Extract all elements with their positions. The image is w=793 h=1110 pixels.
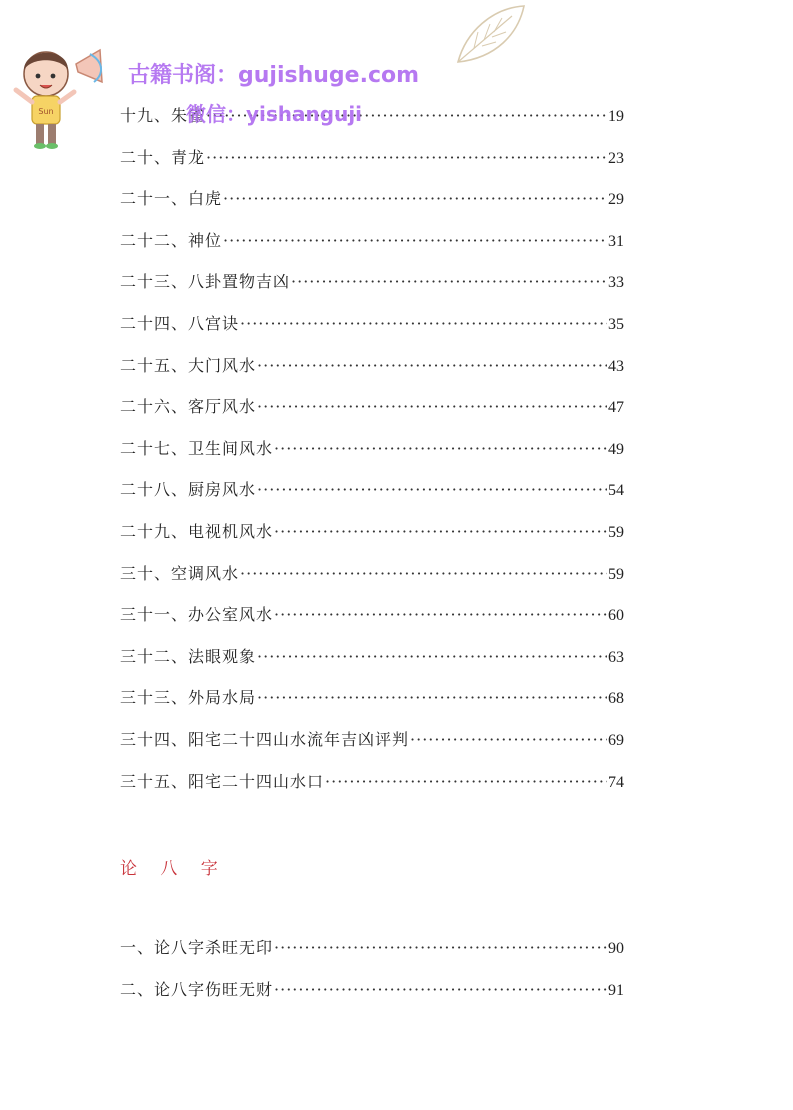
toc-leader-dots bbox=[274, 936, 607, 960]
toc-entry-page: 33 bbox=[608, 274, 624, 292]
toc-leader-dots bbox=[325, 770, 607, 794]
toc-entry[interactable] bbox=[120, 686, 624, 728]
toc-leader-dots bbox=[257, 686, 607, 710]
watermark-wechat-text: 微信：yishanguji bbox=[186, 102, 363, 126]
toc-entry[interactable] bbox=[120, 562, 624, 604]
toc-entry-page: 29 bbox=[608, 191, 624, 209]
toc-entry[interactable] bbox=[120, 146, 624, 188]
toc-leader-dots bbox=[291, 270, 607, 294]
toc-leader-dots bbox=[257, 478, 607, 502]
toc-leader-dots bbox=[274, 978, 607, 1002]
toc-list-part1 bbox=[120, 104, 624, 811]
toc-entry[interactable] bbox=[120, 229, 624, 271]
toc-entry[interactable] bbox=[120, 770, 624, 812]
toc-leader-dots bbox=[257, 354, 607, 378]
toc-entry-title: 三十二、法眼观象 bbox=[120, 646, 257, 666]
toc-entry[interactable] bbox=[120, 270, 624, 312]
mascot-icon bbox=[6, 38, 106, 150]
toc-entry[interactable] bbox=[120, 603, 624, 645]
toc-entry-page: 19 bbox=[608, 108, 624, 125]
toc-list-part2 bbox=[120, 936, 624, 1019]
toc-entry-title: 二十、青龙 bbox=[120, 147, 206, 167]
toc-entry-title: 一、论八字杀旺无印 bbox=[120, 938, 274, 957]
toc-entry-page: 90 bbox=[608, 940, 624, 957]
mascot-shirt-text: Sun bbox=[38, 107, 54, 116]
toc-entry-page: 31 bbox=[608, 232, 624, 250]
toc-entry-title: 三十五、阳宅二十四山水口 bbox=[120, 771, 325, 791]
toc-entry-page: 59 bbox=[608, 565, 624, 583]
toc-entry-page: 47 bbox=[608, 399, 624, 417]
toc-leader-dots bbox=[274, 603, 607, 627]
toc-entry-title: 二十六、客厅风水 bbox=[120, 397, 257, 417]
toc-leader-dots bbox=[257, 395, 607, 419]
toc-entry-page: 63 bbox=[608, 648, 624, 666]
toc-entry-title: 二十七、卫生间风水 bbox=[120, 438, 274, 458]
toc-entry-title: 三十三、外局水局 bbox=[120, 688, 257, 708]
section-heading: 论 八 字 bbox=[120, 859, 227, 879]
toc-entry-title: 二十二、神位 bbox=[120, 230, 223, 250]
watermark-site-text: 古籍书阁：gujishuge.com bbox=[128, 63, 420, 88]
toc-entry[interactable] bbox=[120, 936, 624, 978]
toc-entry-title: 三十一、办公室风水 bbox=[120, 605, 274, 625]
toc-entry-title: 二十四、八宫诀 bbox=[120, 313, 240, 333]
toc-entry[interactable] bbox=[120, 728, 624, 770]
toc-entry-title: 二十三、八卦置物吉凶 bbox=[120, 272, 291, 292]
toc-leader-dots bbox=[223, 229, 607, 253]
toc-entry-page: 69 bbox=[608, 731, 624, 749]
toc-leader-dots bbox=[223, 187, 607, 211]
toc-entry-title: 二、论八字伤旺无财 bbox=[120, 979, 274, 999]
toc-entry[interactable] bbox=[120, 354, 624, 396]
leaf-icon bbox=[452, 2, 528, 66]
toc-entry[interactable] bbox=[120, 478, 624, 520]
toc-entry[interactable] bbox=[120, 645, 624, 687]
toc-leader-dots bbox=[274, 437, 607, 461]
watermark bbox=[0, 0, 540, 150]
toc-leader-dots bbox=[274, 520, 607, 544]
toc-entry-title: 二十五、大门风水 bbox=[120, 355, 257, 375]
toc-entry-page: 74 bbox=[608, 773, 624, 791]
toc-entry[interactable] bbox=[120, 187, 624, 229]
toc-entry-page: 23 bbox=[608, 149, 624, 167]
toc-leader-dots bbox=[240, 312, 607, 336]
toc-entry[interactable] bbox=[120, 437, 624, 479]
toc-entry-page: 43 bbox=[608, 357, 624, 375]
toc-entry-page: 35 bbox=[608, 315, 624, 333]
toc-entry-title: 三十四、阳宅二十四山水流年吉凶评判 bbox=[120, 729, 410, 749]
toc-entry-page: 68 bbox=[608, 690, 624, 708]
toc-entry-title: 二十九、电视机风水 bbox=[120, 521, 274, 541]
toc-entry-page: 54 bbox=[608, 482, 624, 500]
toc-entry-page: 59 bbox=[608, 523, 624, 541]
toc-entry-page: 91 bbox=[608, 981, 624, 999]
toc-leader-dots bbox=[240, 562, 607, 586]
toc-entry[interactable] bbox=[120, 395, 624, 437]
toc-entry-title: 二十八、厨房风水 bbox=[120, 480, 257, 500]
toc-leader-dots bbox=[410, 728, 607, 752]
toc-entry[interactable] bbox=[120, 978, 624, 1020]
toc-entry-title: 十九、朱雀 bbox=[120, 106, 206, 125]
toc-entry-title: 二十一、白虎 bbox=[120, 189, 223, 209]
toc-entry-page: 49 bbox=[608, 440, 624, 458]
toc-entry-title: 三十、空调风水 bbox=[120, 563, 240, 583]
toc-leader-dots bbox=[257, 645, 607, 669]
toc-entry[interactable] bbox=[120, 312, 624, 354]
toc-entry[interactable] bbox=[120, 520, 624, 562]
toc-entry-page: 60 bbox=[608, 607, 624, 625]
